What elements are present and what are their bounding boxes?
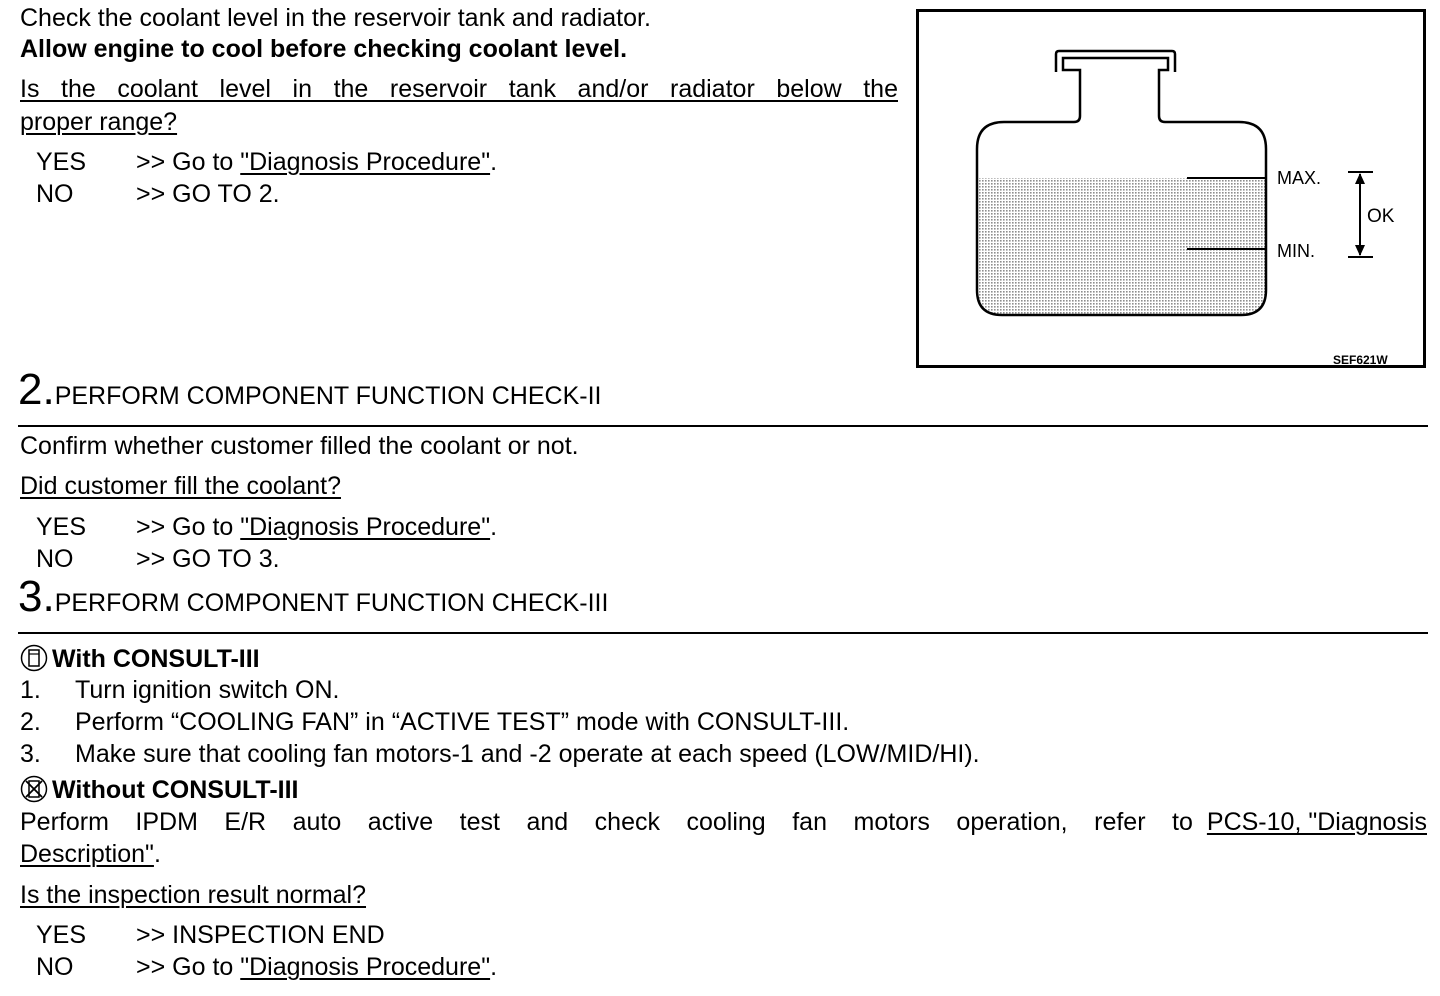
step3-question: Is the inspection result normal? [20,881,367,909]
ok-label: OK [1367,206,1395,227]
list-item [20,739,980,769]
step1-question-line2: proper range? [20,108,178,136]
step2-number: 2. [18,365,55,414]
no-label: NO [36,953,74,981]
list-text: Turn ignition switch ON. [75,676,340,704]
ok-arrow-up-icon [1355,173,1365,184]
step1-intro: Check the coolant level in the reservoir tank and radiator. [20,4,651,32]
without-consult-text-line1 [20,807,1427,837]
yes-label: YES [36,921,87,949]
step1-no-option [36,179,736,209]
no-text: >> GO TO 2. [136,180,280,208]
yes-prefix: >> Go to [136,148,241,176]
yes-label: YES [36,148,87,176]
list-number: 2. [20,708,41,736]
step1-question-line1: Is the coolant level in the reservoir tank and/or radiator below the [20,75,898,103]
step3-title: PERFORM COMPONENT FUNCTION CHECK-III [54,589,609,617]
step2-divider [18,425,1428,427]
list-text: Perform “COOLING FAN” in “ACTIVE TEST” mode with CONSULT-III. [75,708,850,736]
coolant-reservoir-figure [916,9,1426,368]
with-consult-heading [20,644,260,674]
pcs-10-link-cont[interactable]: Description" [20,840,154,868]
list-number: 3. [20,740,41,768]
step2-text: Confirm whether customer filled the coolant or not. [20,432,579,460]
no-label: NO [36,180,74,208]
without-suffix: . [153,840,161,868]
step2-title: PERFORM COMPONENT FUNCTION CHECK-II [54,382,602,410]
yes-suffix: . [490,513,498,541]
no-suffix: . [490,953,498,981]
step3-number: 3. [18,572,55,621]
no-prefix: >> Go to [136,953,241,981]
with-consult-label: With CONSULT-III [52,645,260,673]
no-consult-icon [20,775,48,803]
max-label: MAX. [1277,168,1322,188]
list-number: 1. [20,676,41,704]
yes-prefix: >> Go to [136,513,241,541]
reservoir-tank-illustration [919,12,1423,365]
step3-divider [18,632,1428,634]
step3-yes-option [36,920,736,950]
ok-arrow-down-icon [1355,245,1365,256]
no-label: NO [36,545,74,573]
step3-no-option [36,952,736,982]
consult-tool-icon [20,644,48,672]
diagnosis-procedure-link[interactable]: "Diagnosis Procedure" [240,148,491,176]
min-label: MIN. [1277,241,1315,261]
without-consult-label: Without CONSULT-III [52,776,299,804]
yes-label: YES [36,513,87,541]
step2-heading [18,367,601,413]
figure-code: SEF621W [1333,353,1388,365]
step1-yes-option [36,147,736,177]
yes-text: >> INSPECTION END [136,921,385,949]
step1-caution: Allow engine to cool before checking coolant level. [20,35,628,63]
list-item [20,707,849,737]
list-item [20,675,339,705]
without-consult-text-line2 [20,839,161,869]
step2-yes-option [36,512,736,542]
yes-suffix: . [490,148,498,176]
step2-no-option [36,544,736,574]
pcs-10-link[interactable]: PCS-10, "Diagnosis [1206,808,1427,836]
without-consult-heading [20,775,298,805]
step2-question: Did customer fill the coolant? [20,472,341,500]
diagnosis-procedure-link[interactable]: "Diagnosis Procedure" [240,513,491,541]
list-text: Make sure that cooling fan motors-1 and -2 operate at each speed (LOW/MID/HI). [75,740,980,768]
step3-heading [18,574,608,620]
without-text: Perform IPDM E/R auto active test and check cooling fan motors operation, refer to [20,808,1193,836]
diagnosis-procedure-link[interactable]: "Diagnosis Procedure" [240,953,491,981]
no-text: >> GO TO 3. [136,545,280,573]
